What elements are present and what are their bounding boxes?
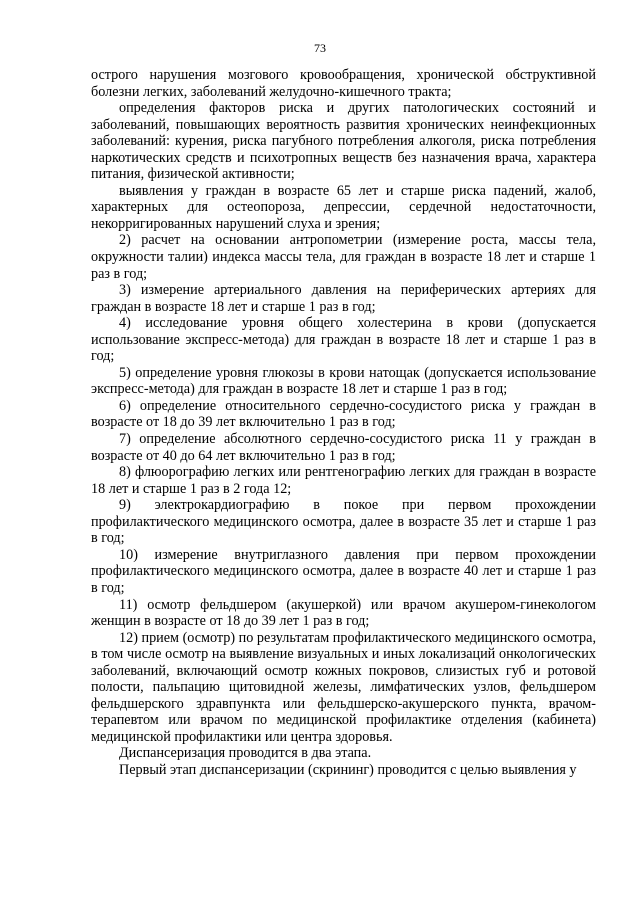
list-item: 5) определение уровня глюкозы в крови натощак (допускается использование экспресс-метода) для граждан в возрасте 18 лет и старше 1 раз в год; [91,364,596,398]
page-number: 73 [314,41,326,55]
paragraph: выявления у граждан в возрасте 65 лет и старше риска падений, жалоб, характерных для остеопороза, депрессии, сердечной недостаточности, некорригированных нарушений слуха и зрения; [91,182,596,232]
paragraph: Диспансеризация проводится в два этапа. [119,745,372,762]
list-item: 4) исследование уровня общего холестерина в крови (допускается использование экспресс-метода) для граждан в возрасте 18 лет и старше 1 раз в год; [91,315,596,365]
paragraph: острого нарушения мозгового кровообращения, хронической обструктивной болезни легких, заболеваний желудочно-кишечного тракта; [91,67,596,100]
list-item: 12) прием (осмотр) по результатам профилактического медицинского осмотра, в том числе осмотр на выявление визуальных и иных локализаций онкологических заболеваний, включающий осмотр кожных покровов, слизистых губ и ротовой полости, пальпацию щитовидной железы, лимфатических узлов, фельдшером фельдшерского здравпункта или фельдшерско-акушерского пункта, врачом-терапевтом или врачом по медицинской профилактике отделения (кабинета) медицинской профилактики или центра здоровья. [91,629,596,745]
list-item: 11) осмотр фельдшером (акушеркой) или врачом акушером-гинекологом женщин в возрасте от 18 до 39 лет 1 раз в год; [91,596,596,630]
list-item: 6) определение относительного сердечно-сосудистого риска у граждан в возрасте от 18 до 39 лет включительно 1 раз в год; [91,397,596,431]
paragraph: Первый этап диспансеризации (скрининг) проводится с целью выявления у [119,761,577,778]
list-item: 8) флюорографию легких или рентгенографию легких для граждан в возрасте 18 лет и старше 1 раз в 2 года 12; [91,464,596,497]
list-item: 9) электрокардиографию в покое при первом прохождении профилактического медицинского осмотра, далее в возрасте 35 лет и старше 1 раз в год; [91,497,596,547]
list-item: 7) определение абсолютного сердечно-сосудистого риска 11 у граждан в возрасте от 40 до 64 лет включительно 1 раз в год; [91,431,596,464]
list-item: 10) измерение внутриглазного давления при первом прохождении профилактического медицинского осмотра, далее в возрасте 40 лет и старше 1 раз в год; [91,546,596,596]
list-item: 3) измерение артериального давления на периферических артериях для граждан в возрасте 18 лет и старше 1 раз в год; [91,282,596,315]
list-item: 2) расчет на основании антропометрии (измерение роста, массы тела, окружности талии) индекса массы тела, для граждан в возрасте 18 лет и старше 1 раз в год; [91,232,596,282]
paragraph: определения факторов риска и других патологических состояний и заболеваний, повышающих вероятность развития хронических неинфекционных заболеваний: курения, риска пагубного потребления алкоголя, риска потребления наркотических средств и психотропных веществ без назначения врача, характера питания, физической активности; [91,100,596,183]
document-body [91,67,596,779]
